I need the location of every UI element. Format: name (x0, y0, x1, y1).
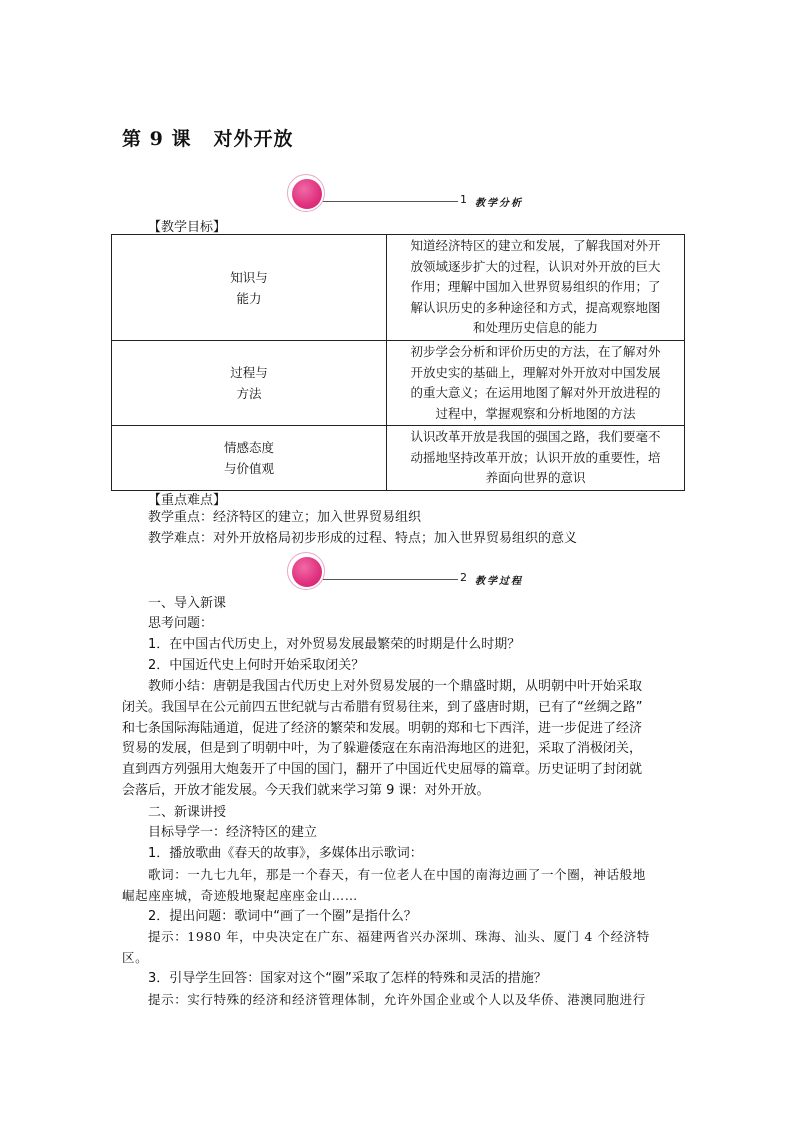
hint-2: 提示：实行特殊的经济和经济管理体制，允许外国企业或个人以及华侨、港澳同胞进行 (148, 992, 646, 1007)
table-row (112, 341, 685, 426)
divider-line (323, 201, 469, 202)
lyrics: 歌词：一九七九年，那是一个春天，有一位老人在中国的南海边画了一个圈，神话般地 崛起座座城，奇迹般地聚起座座金山…… (122, 867, 646, 903)
step-2: 2．提出问题：歌词中“画了一个圈”是指什么？ (148, 909, 417, 924)
goal-key-cell: 情感态度 与价值观 (112, 426, 387, 491)
part2-title: 二、新课讲授 (148, 805, 227, 820)
section-label: 教学分析 (475, 198, 523, 209)
goal-value-cell: 初步学会分析和评价历史的方法，在了解对外 开放史实的基础上，理解对外开放对中国发展 的重大意义；在运用地图了解对外开放进程的 过程中，掌握观察和分析地图的方法 (387, 341, 685, 426)
table-row (112, 426, 685, 491)
hint-1: 提示：1980 年，中央决定在广东、福建两省兴办深圳、珠海、汕头、厦门 4 个经济特 区。 (122, 929, 650, 965)
lesson-title (122, 124, 293, 151)
pink-circle-icon (287, 174, 325, 212)
think-title: 思考问题： (148, 616, 214, 631)
question-2: 2．中国近代史上何时开始采取闭关？ (148, 658, 365, 673)
goal-value-cell: 知道经济特区的建立和发展，了解我国对外开 放领域逐步扩大的过程，认识对外开放的巨大 作用；理解中国加入世界贸易组织的作用；了 解认识历史的多种途径和方式，提高观察地图 和处理历史信息的能力 (387, 235, 685, 341)
section-number: 2 (460, 571, 467, 584)
part1-title: 一、导入新课 (148, 596, 227, 611)
teaching-goals-table (111, 234, 685, 491)
goal-key-cell: 知识与 能力 (112, 235, 387, 341)
key-point: 教学重点：经济特区的建立；加入世界贸易组织 (148, 510, 422, 525)
table-row (112, 235, 685, 341)
question-1: 1．在中国古代历史上，对外贸易发展最繁荣的时期是什么时期？ (148, 637, 521, 652)
goal1-title: 目标导学一：经济特区的建立 (148, 825, 318, 840)
teacher-summary: 教师小结：唐朝是我国古代历史上对外贸易发展的一个鼎盛时期，从明朝中叶开始采取 闭关。我国早在公元前四五世纪就与古希腊有贸易往来，到了盛唐时期，已有了“丝绸之路” 和七条国际海陆通道，促进了经济的繁荣和发展。明朝的郑和七下西洋，进一步促进了经济 贸易的发展，但是到了明朝中叶，为了躲避倭寇在东南沿海地区的进犯，采取了消极闭关， 直到西方列强用大炮轰开了中国的国门，翻开了中国近代史屈辱的篇章。历史证明了封闭就 会落后，开放才能发展。今天我们就来学习第 9 课：对外开放。 (122, 679, 643, 798)
goal-key-cell: 过程与 方法 (112, 341, 387, 426)
section-label: 教学过程 (475, 576, 523, 587)
pink-circle-icon (287, 552, 325, 590)
step-3: 3．引导学生回答：国家对这个“圈”采取了怎样的特殊和灵活的措施？ (148, 971, 547, 986)
divider-line (323, 579, 469, 580)
difficulty-heading: 【重点难点】 (148, 493, 227, 508)
goal-value-cell: 认识改革开放是我国的强国之路，我们要毫不 动摇地坚持改革开放；认识开放的重要性，培 养面向世界的意识 (387, 426, 685, 491)
goals-heading: 【教学目标】 (148, 220, 227, 235)
difficult-point: 教学难点：对外开放格局初步形成的过程、特点；加入世界贸易组织的意义 (148, 531, 578, 546)
step-1: 1．播放歌曲《春天的故事》，多媒体出示歌词： (148, 846, 423, 861)
section-header-process (287, 552, 567, 592)
section-number: 1 (460, 193, 467, 206)
section-header-analysis (287, 174, 567, 214)
lesson-number: 第 9 课 (122, 128, 192, 150)
lesson-name: 对外开放 (213, 128, 294, 150)
